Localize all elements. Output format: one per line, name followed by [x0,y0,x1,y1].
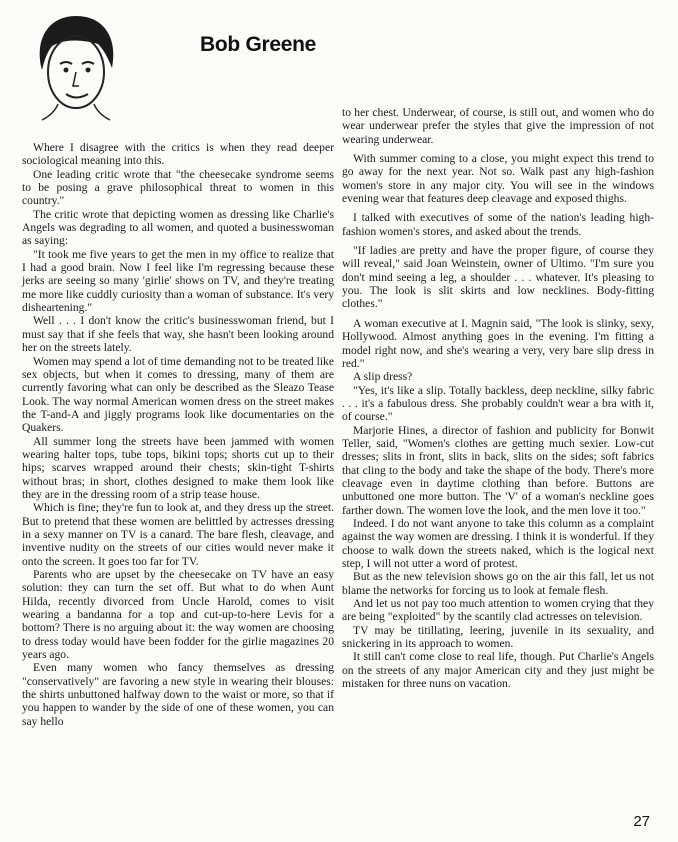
paragraph: Indeed. I do not want anyone to take this column as a complaint against the way women are dressing. I think it is wonderful. If they choose to walk down the streets naked, which is the logical next step, I will not utter a word of protest. [342,516,654,570]
author-portrait-sketch [28,10,124,122]
column-title: Bob Greene [200,33,317,56]
page-number: 27 [633,813,650,830]
paragraph: One leading critic wrote that "the cheesecake syndrome seems to be posing a grave philosophical threat to women in this country." [22,167,334,208]
paragraph: Women may spend a lot of time demanding not to be treated like sex objects, but when it comes to dressing, many of them are currently favoring what can only be described as the Sleazo Tease Look. The way normal American women dress on the street makes the T-and-A and jiggly programs look like documentaries on the Quakers. [22,354,334,435]
paragraph: TV may be titillating, leering, juvenile in its sexuality, and snickering in its approach to women. [342,623,654,651]
paragraph: It still can't come close to real life, though. Put Charlie's Angels on the streets of any major American city and they just might be mistaken for three nuns on vacation. [342,650,654,691]
paragraph: A slip dress? [353,370,413,384]
paragraph: I talked with executives of some of the nation's leading high-fashion women's stores, and asked about the trends. [342,211,654,238]
paragraph: And let us not pay too much attention to women crying that they are being "exploited" by the scantily clad actresses on television. [342,597,654,624]
paragraph: Parents who are upset by the cheesecake on TV have an easy solution: they can turn the set off. But what to do when Aunt Hilda, recently divorced from Uncle Harold, comes to visit wearing a bandanna for a top and cut-up-to-here Levis for a bottom? There is no arguing about it: the way women are choosing to dress today would have been fodder for the girlie magazines 20 years ago. [22,568,334,662]
paragraph: With summer coming to a close, you might expect this trend to go away for the next year. Not so. Walk past any high-fashion women's store in any major city. You will see in the windows evening wear that features deep cleavage and exposed thighs. [342,152,654,206]
paragraph: to her chest. Underwear, of course, is still out, and women who do wear underwear prefer the styles that give the impression of not wearing underwear. [342,106,654,146]
paragraph: Where I disagree with the critics is when they read deeper sociological meaning into this. [22,141,334,168]
paragraph: Well . . . I don't know the critic's businesswoman friend, but I must say that if she feels that way, she hasn't been looking around her on the streets lately. [22,314,334,355]
right-column [342,106,654,690]
left-column [22,141,334,728]
paragraph: All summer long the streets have been jammed with women wearing halter tops, tube tops, bikini tops; shorts cut up to their hips; scarves wrapped around their chests; skin-tight T-shirts without bras; in short, clothes designed to make them look like they are in the dressing room of a strip tease house. [22,434,334,501]
paragraph: Which is fine; they're fun to look at, and they dress up the street. But to pretend that these women are belittled by actresses dressing in a sexy manner on TV is a canard. The bare flesh, cleavage, and inventive nudity on the streets of our cities would never make it onto the screen. It goes too far for TV. [22,501,334,568]
paragraph: "Yes, it's like a slip. Totally backless, deep neckline, silky fabric . . . it's a fabulous dress. She probably couldn't wear a bra with it, of course." [342,383,654,424]
paragraph: "If ladies are pretty and have the proper figure, of course they will reveal," said Joan Weinstein, owner of Ultimo. "I'm sure you don't mind seeing a leg, a shoulder . . . whatever. It's pleasing to you. The look is slit skirts and low necklines. Body-fitting clothes." [342,244,654,311]
paragraph: But as the new television shows go on the air this fall, let us not blame the networks for forcing us to look at female flesh. [342,570,654,597]
paragraph: "It took me five years to get the men in my office to realize that I had a good brain. Now I feel like I'm regressing because these jerks are seeing so many 'girlie' shows on TV, and they're treating me more like cuddly curiosity than a woman of substance. It's very disheartening." [22,247,334,315]
paragraph: A woman executive at I. Magnin said, "The look is slinky, sexy, Hollywood. Almost anything goes in the evening. I'm fitting a model right now, and she's wearing a very, very bare slip dress in red." [342,316,654,370]
author-portrait [28,10,124,122]
paragraph: Marjorie Hines, a director of fashion and publicity for Bonwit Teller, said, "Women's clothes are getting much sexier. Low-cut dresses; slits in front, slits in back, slits on the sides; soft fabrics that cling to the body and take the shape of the body. There's more cleavage even in daytime clothing than before. Buttons are unbuttoned one more button. The 'V' of a woman's neckline goes farther down. The women love the look, and the men love it too." [342,423,654,517]
paragraph: Even many women who fancy themselves as dressing "conservatively" are favoring a new style in wearing their blouses: the shirts unbuttoned halfway down to the waist or more, so that if you happen to wander by the side of one of these women, you can say hello [22,661,334,728]
paragraph: The critic wrote that depicting women as dressing like Charlie's Angels was degrading to all women, and quoted a businesswoman as saying: [22,207,334,248]
